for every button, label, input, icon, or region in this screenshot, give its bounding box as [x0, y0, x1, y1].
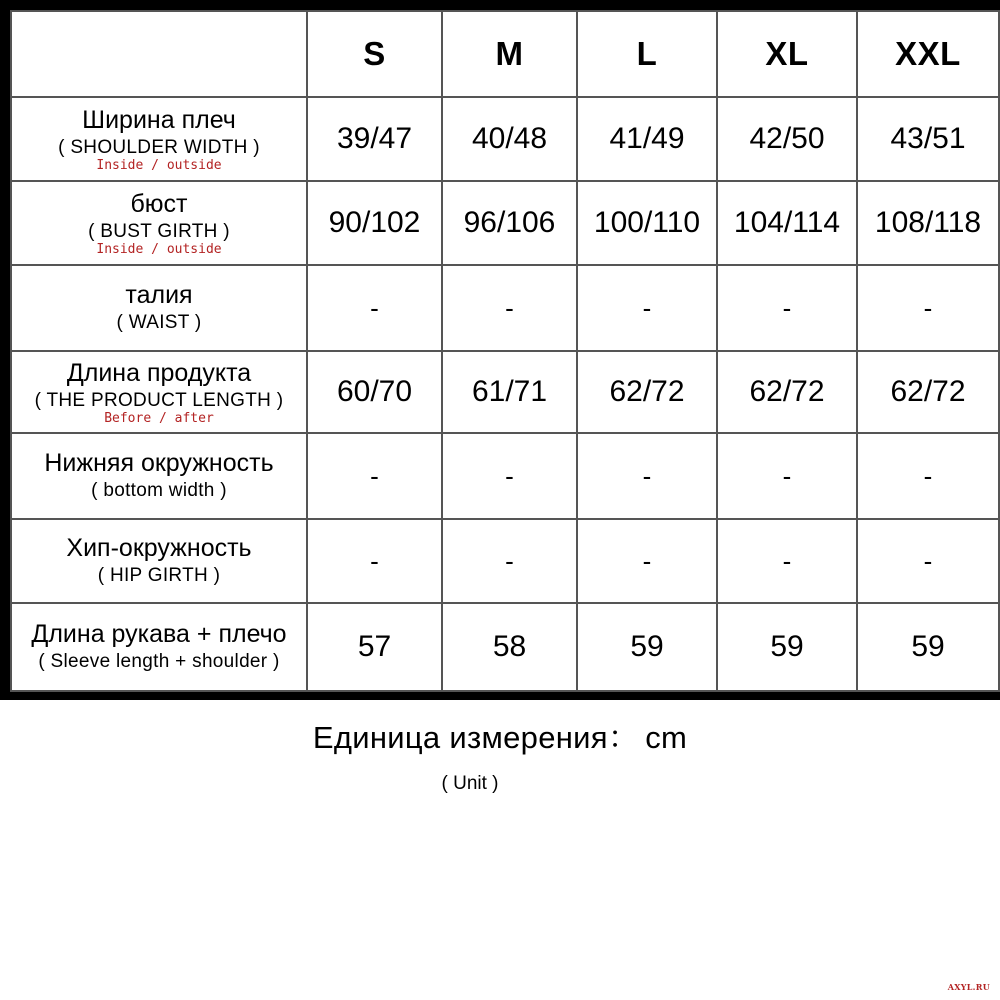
value-cell-m: 96/106	[442, 181, 577, 265]
row-label-ru: Хип-окружность	[66, 534, 252, 562]
size-header-xl: XL	[717, 11, 857, 97]
value-cell-s: -	[307, 433, 442, 519]
value-cell-xl: 42/50	[717, 97, 857, 181]
unit-value: cm	[645, 720, 688, 755]
corner-cell	[11, 11, 307, 97]
value-cell-m: 58	[442, 603, 577, 691]
row-label-ru: Ширина плеч	[82, 106, 236, 134]
value-cell-xl: 104/114	[717, 181, 857, 265]
row-label-cell	[11, 181, 307, 265]
table-row-bust-girth	[11, 181, 999, 265]
row-label-ru: Нижняя окружность	[44, 449, 274, 477]
row-label-en: ( bottom width )	[91, 480, 227, 501]
value-cell-m: -	[442, 265, 577, 351]
table-row-bottom-width	[11, 433, 999, 519]
table-row-waist	[11, 265, 999, 351]
value-cell-xxl: 108/118	[857, 181, 999, 265]
row-label-cell	[11, 433, 307, 519]
value-cell-l: 100/110	[577, 181, 717, 265]
value-cell-xxl: -	[857, 433, 999, 519]
size-chart-table	[10, 10, 1000, 692]
value-cell-xl: 59	[717, 603, 857, 691]
value-cell-xxl: 43/51	[857, 97, 999, 181]
watermark-text: AXYL.RU	[947, 982, 990, 992]
size-header-row	[11, 11, 999, 97]
row-label-cell	[11, 265, 307, 351]
size-header-xxl: XXL	[857, 11, 999, 97]
row-label-ru: Длина продукта	[66, 359, 252, 387]
value-cell-m: 40/48	[442, 97, 577, 181]
row-label-note: Inside / outside	[96, 158, 222, 173]
unit-label	[0, 716, 1000, 760]
value-cell-l: -	[577, 265, 717, 351]
row-label-ru: Длина рукава + плечо	[31, 620, 287, 648]
table-row-hip-girth	[11, 519, 999, 603]
row-label-en: ( BUST GIRTH )	[88, 221, 230, 242]
value-cell-s: 57	[307, 603, 442, 691]
row-label-cell	[11, 351, 307, 433]
row-label-en: ( SHOULDER WIDTH )	[58, 137, 260, 158]
value-cell-m: -	[442, 433, 577, 519]
row-label-en: ( THE PRODUCT LENGTH )	[34, 390, 284, 411]
value-cell-xxl: -	[857, 265, 999, 351]
value-cell-s: 39/47	[307, 97, 442, 181]
row-label-cell	[11, 519, 307, 603]
value-cell-m: -	[442, 519, 577, 603]
value-cell-s: -	[307, 519, 442, 603]
row-label-en: ( Sleeve length + shoulder )	[38, 651, 280, 672]
value-cell-xl: 62/72	[717, 351, 857, 433]
row-label-ru: бюст	[130, 190, 188, 218]
unit-label-ru: Единица измерения：	[312, 720, 640, 755]
row-label-en: ( WAIST )	[116, 312, 202, 333]
row-label-note: Inside / outside	[96, 242, 222, 257]
value-cell-l: -	[577, 519, 717, 603]
size-header-s: S	[307, 11, 442, 97]
size-header-m: M	[442, 11, 577, 97]
table-row-shoulder-width	[11, 97, 999, 181]
table-row-product-length	[11, 351, 999, 433]
value-cell-xxl: 62/72	[857, 351, 999, 433]
row-label-note: Before / after	[104, 411, 214, 426]
value-cell-l: -	[577, 433, 717, 519]
table-row-sleeve-length	[11, 603, 999, 691]
value-cell-s: -	[307, 265, 442, 351]
value-cell-xl: -	[717, 265, 857, 351]
value-cell-xxl: 59	[857, 603, 999, 691]
value-cell-l: 62/72	[577, 351, 717, 433]
value-cell-s: 60/70	[307, 351, 442, 433]
row-label-en: ( HIP GIRTH )	[97, 565, 221, 586]
value-cell-xl: -	[717, 433, 857, 519]
value-cell-m: 61/71	[442, 351, 577, 433]
value-cell-l: 59	[577, 603, 717, 691]
size-header-l: L	[577, 11, 717, 97]
unit-label-en: ( Unit )	[441, 773, 499, 794]
row-label-cell	[11, 603, 307, 691]
row-label-ru: талия	[125, 281, 193, 309]
value-cell-xl: -	[717, 519, 857, 603]
value-cell-xxl: -	[857, 519, 999, 603]
row-label-cell	[11, 97, 307, 181]
value-cell-s: 90/102	[307, 181, 442, 265]
value-cell-l: 41/49	[577, 97, 717, 181]
